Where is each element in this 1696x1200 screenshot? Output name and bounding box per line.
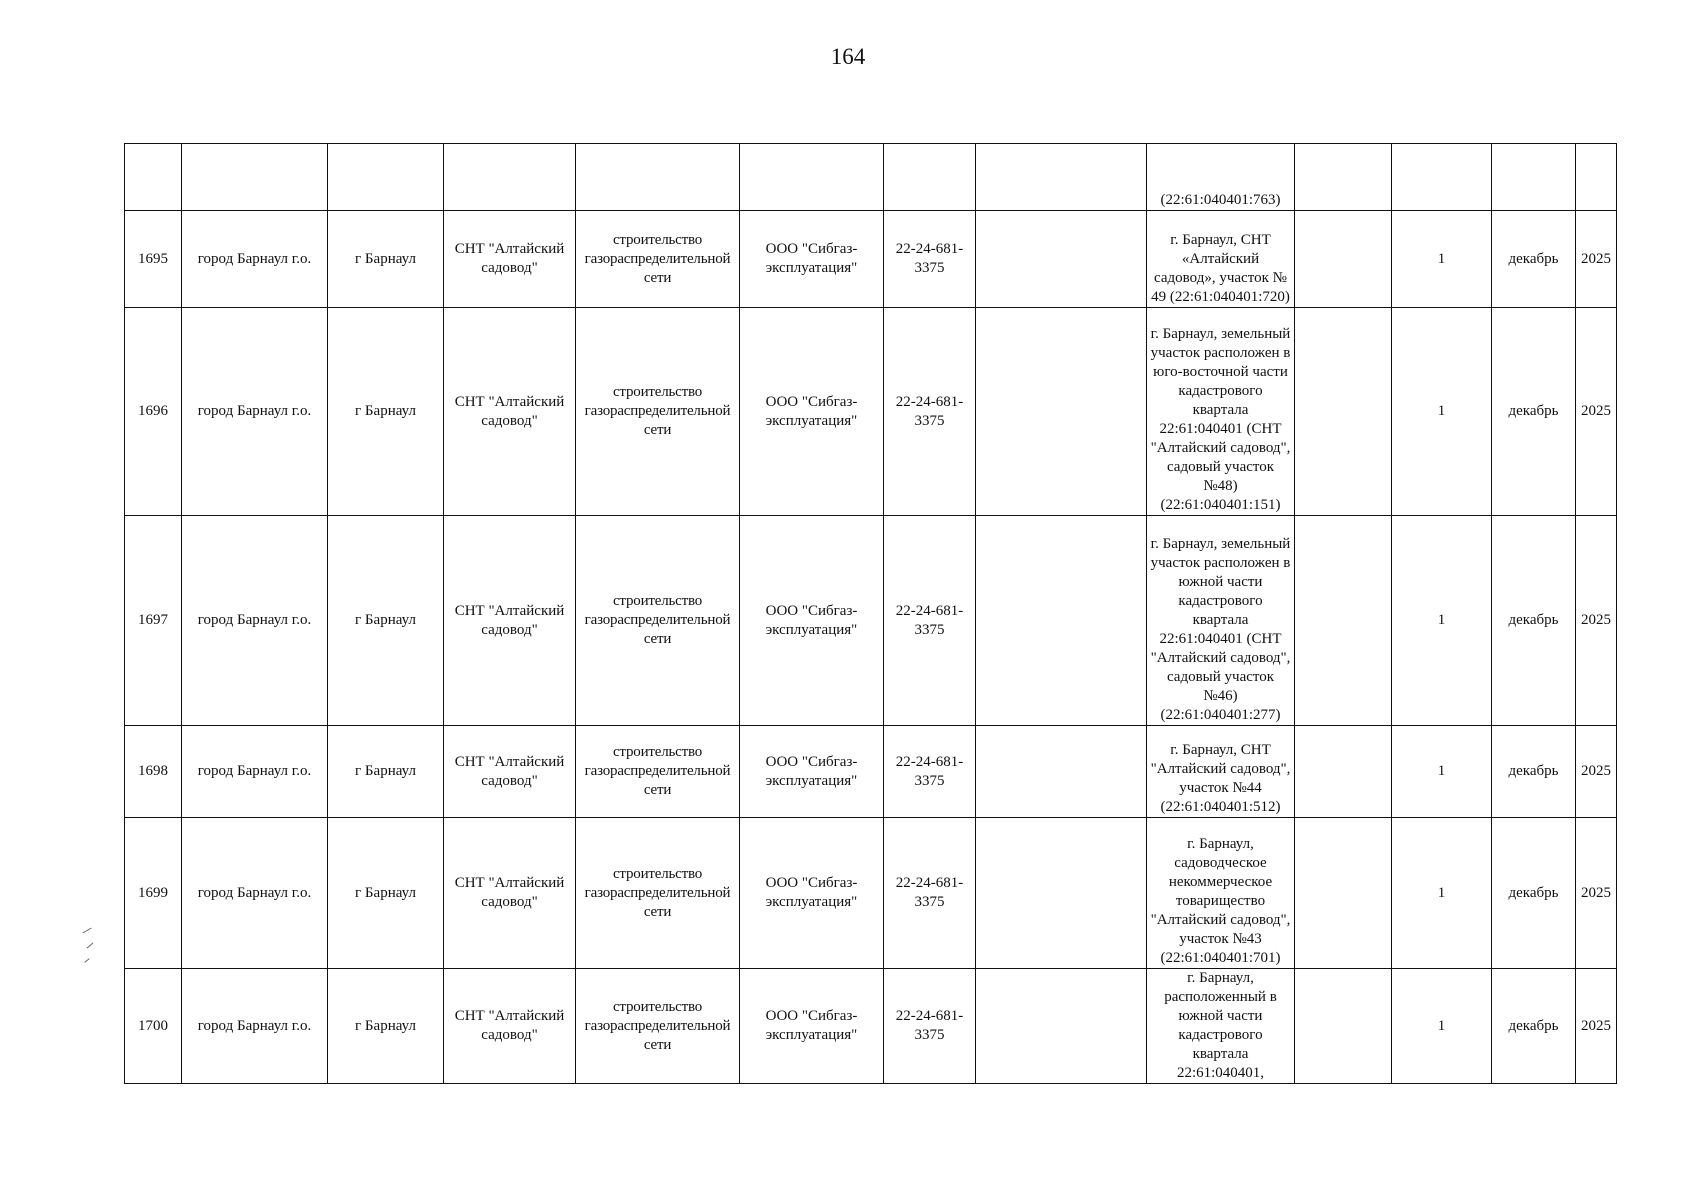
locality-cell xyxy=(328,516,444,726)
purpose-cell xyxy=(576,969,740,1084)
scan-mark xyxy=(82,928,91,934)
municipality-cell xyxy=(182,144,328,211)
year-cell xyxy=(1576,726,1617,818)
row-number-cell xyxy=(125,144,182,211)
row-number-cell xyxy=(125,969,182,1084)
municipality-text: город Барнаул г.о. xyxy=(197,763,312,779)
locality-cell xyxy=(328,144,444,211)
address-text: г. Барнаул, СНТ "Алтайский садовод", участок №44 (22:61:040401:512) xyxy=(1150,742,1291,815)
organization-text: СНТ "Алтайский садовод" xyxy=(454,753,565,789)
month-cell xyxy=(1492,211,1576,308)
month-cell xyxy=(1492,308,1576,516)
row-number-text: 1697 xyxy=(138,612,168,628)
registry-code-text: 22-24-681-3375 xyxy=(895,602,964,638)
municipality-cell xyxy=(182,726,328,818)
table-row xyxy=(125,818,1617,969)
registry-code-cell xyxy=(884,818,976,969)
municipality-cell xyxy=(182,516,328,726)
quantity-text: 1 xyxy=(1437,1017,1446,1034)
locality-text: г Барнаул xyxy=(355,250,416,267)
organization-cell xyxy=(444,726,576,818)
purpose-cell xyxy=(576,144,740,211)
registry-code-text: 22-24-681-3375 xyxy=(895,753,964,789)
registry-code-cell xyxy=(884,144,976,211)
municipality-cell xyxy=(182,308,328,516)
table-row xyxy=(125,144,1617,211)
registry-code-text: 22-24-681-3375 xyxy=(895,241,964,276)
year-text: 2025 xyxy=(1581,612,1611,628)
organization-text: СНТ "Алтайский садовод" xyxy=(454,393,565,429)
organization-text: СНТ "Алтайский садовод" xyxy=(454,602,565,638)
purpose-cell xyxy=(576,726,740,818)
organization-text: СНТ "Алтайский садовод" xyxy=(454,1008,565,1043)
address-cell xyxy=(1147,969,1295,1084)
locality-text: г Барнаул xyxy=(355,403,416,419)
municipality-cell xyxy=(182,969,328,1084)
purpose-text: строительство газораспределительной сети xyxy=(584,865,731,920)
quantity-cell xyxy=(1392,818,1492,969)
municipality-text: город Барнаул г.о. xyxy=(197,884,312,901)
row-number-text: 1696 xyxy=(138,403,168,419)
empty-cell xyxy=(976,308,1147,516)
year-cell xyxy=(1576,969,1617,1084)
quantity-text: 1 xyxy=(1437,763,1446,779)
scan-mark xyxy=(84,958,89,963)
purpose-text: строительство газораспределительной сети xyxy=(584,593,731,647)
address-text: г. Барнаул, СНТ «Алтайский садовод», участок № 49 (22:61:040401:720) xyxy=(1151,232,1290,305)
year-text: 2025 xyxy=(1581,763,1611,779)
extra-empty-cell xyxy=(1295,726,1392,818)
month-text: декабрь xyxy=(1508,884,1559,901)
registry-code-text: 22-24-681-3375 xyxy=(895,875,964,910)
address-text: г. Барнаул, расположенный в южной части кадастрового квартала 22:61:040401, xyxy=(1164,970,1277,1081)
purpose-cell xyxy=(576,516,740,726)
address-cell xyxy=(1147,144,1295,211)
municipality-text: город Барнаул г.о. xyxy=(197,1017,312,1034)
quantity-text: 1 xyxy=(1437,612,1446,628)
address-cell xyxy=(1147,308,1295,516)
address-cell xyxy=(1147,516,1295,726)
table-row xyxy=(125,211,1617,308)
extra-empty-cell xyxy=(1295,144,1392,211)
table-row xyxy=(125,516,1617,726)
registry-table xyxy=(124,143,1617,1084)
row-number-cell xyxy=(125,211,182,308)
address-text: (22:61:040401:763) xyxy=(1160,192,1281,208)
month-cell xyxy=(1492,726,1576,818)
purpose-text: строительство газораспределительной сети xyxy=(584,231,731,286)
purpose-cell xyxy=(576,211,740,308)
year-cell xyxy=(1576,308,1617,516)
locality-cell xyxy=(328,818,444,969)
locality-cell xyxy=(328,211,444,308)
contractor-cell xyxy=(740,969,884,1084)
registry-code-cell xyxy=(884,726,976,818)
municipality-text: город Барнаул г.о. xyxy=(197,403,312,419)
empty-cell xyxy=(976,818,1147,969)
contractor-text: ООО "Сибгаз-эксплуатация" xyxy=(765,602,858,638)
locality-text: г Барнаул xyxy=(355,612,416,628)
empty-cell xyxy=(976,969,1147,1084)
purpose-cell xyxy=(576,308,740,516)
address-cell xyxy=(1147,726,1295,818)
contractor-cell xyxy=(740,211,884,308)
organization-text: СНТ "Алтайский садовод" xyxy=(454,875,565,910)
locality-cell xyxy=(328,969,444,1084)
row-number-cell xyxy=(125,726,182,818)
address-text: г. Барнаул, садоводческое некоммерческое товарищество "Алтайский садовод", участок №43 (22:61:040401:701) xyxy=(1150,836,1291,966)
extra-empty-cell xyxy=(1295,818,1392,969)
municipality-cell xyxy=(182,818,328,969)
row-number-text: 1699 xyxy=(138,884,168,901)
extra-empty-cell xyxy=(1295,211,1392,308)
month-text: декабрь xyxy=(1508,250,1559,267)
locality-cell xyxy=(328,308,444,516)
row-number-text: 1700 xyxy=(138,1017,168,1034)
organization-cell xyxy=(444,516,576,726)
month-text: декабрь xyxy=(1508,763,1559,779)
year-cell xyxy=(1576,211,1617,308)
empty-cell xyxy=(976,144,1147,211)
quantity-cell xyxy=(1392,726,1492,818)
extra-empty-cell xyxy=(1295,516,1392,726)
year-cell xyxy=(1576,516,1617,726)
locality-text: г Барнаул xyxy=(355,1017,416,1034)
row-number-cell xyxy=(125,516,182,726)
contractor-text: ООО "Сибгаз-эксплуатация" xyxy=(765,875,858,910)
organization-cell xyxy=(444,818,576,969)
locality-cell xyxy=(328,726,444,818)
quantity-cell xyxy=(1392,211,1492,308)
municipality-text: город Барнаул г.о. xyxy=(197,250,312,267)
row-number-cell xyxy=(125,308,182,516)
quantity-cell xyxy=(1392,516,1492,726)
address-cell xyxy=(1147,211,1295,308)
address-text: г. Барнаул, земельный участок расположен в юго-восточной части кадастрового квартала 22:61:040401 (СНТ "Алтайский садовод", садовый участок №48) (22:61:040401:151) xyxy=(1150,326,1291,513)
purpose-text: строительство газораспределительной сети xyxy=(584,998,731,1053)
extra-empty-cell xyxy=(1295,969,1392,1084)
row-number-text: 1698 xyxy=(138,763,168,779)
contractor-text: ООО "Сибгаз-эксплуатация" xyxy=(765,241,858,276)
registry-code-text: 22-24-681-3375 xyxy=(895,1008,964,1043)
contractor-text: ООО "Сибгаз-эксплуатация" xyxy=(765,393,858,429)
municipality-text: город Барнаул г.о. xyxy=(197,612,312,628)
registry-code-cell xyxy=(884,211,976,308)
contractor-cell xyxy=(740,818,884,969)
extra-empty-cell xyxy=(1295,308,1392,516)
registry-code-cell xyxy=(884,969,976,1084)
organization-cell xyxy=(444,211,576,308)
quantity-text: 1 xyxy=(1437,403,1446,419)
quantity-cell xyxy=(1392,308,1492,516)
contractor-cell xyxy=(740,308,884,516)
contractor-text: ООО "Сибгаз-эксплуатация" xyxy=(765,753,858,789)
organization-text: СНТ "Алтайский садовод" xyxy=(454,241,565,276)
month-cell xyxy=(1492,969,1576,1084)
municipality-cell xyxy=(182,211,328,308)
row-number-text: 1695 xyxy=(138,250,168,267)
registry-code-text: 22-24-681-3375 xyxy=(895,393,964,429)
organization-cell xyxy=(444,144,576,211)
empty-cell xyxy=(976,516,1147,726)
table-row xyxy=(125,308,1617,516)
registry-code-cell xyxy=(884,516,976,726)
locality-text: г Барнаул xyxy=(355,763,416,779)
registry-table-body xyxy=(125,144,1617,1084)
table-row xyxy=(125,726,1617,818)
year-text: 2025 xyxy=(1581,250,1611,267)
scan-mark xyxy=(87,943,94,949)
year-text: 2025 xyxy=(1581,403,1611,419)
empty-cell xyxy=(976,211,1147,308)
year-text: 2025 xyxy=(1581,1017,1611,1034)
empty-cell xyxy=(976,726,1147,818)
month-text: декабрь xyxy=(1508,612,1559,628)
contractor-cell xyxy=(740,516,884,726)
address-text: г. Барнаул, земельный участок расположен в южной части кадастрового квартала 22:61:040401 (СНТ "Алтайский садовод", садовый участок №46) (22:61:040401:277) xyxy=(1150,536,1291,723)
registry-code-cell xyxy=(884,308,976,516)
month-text: декабрь xyxy=(1508,403,1559,419)
month-cell xyxy=(1492,516,1576,726)
locality-text: г Барнаул xyxy=(355,884,416,901)
month-cell xyxy=(1492,818,1576,969)
organization-cell xyxy=(444,308,576,516)
purpose-text: строительство газораспределительной сети xyxy=(584,384,731,438)
contractor-cell xyxy=(740,726,884,818)
row-number-cell xyxy=(125,818,182,969)
contractor-text: ООО "Сибгаз-эксплуатация" xyxy=(765,1008,858,1043)
purpose-cell xyxy=(576,818,740,969)
quantity-text: 1 xyxy=(1437,884,1446,901)
month-text: декабрь xyxy=(1508,1017,1559,1034)
quantity-cell xyxy=(1392,144,1492,211)
organization-cell xyxy=(444,969,576,1084)
contractor-cell xyxy=(740,144,884,211)
year-text: 2025 xyxy=(1581,884,1611,901)
year-cell xyxy=(1576,818,1617,969)
year-cell xyxy=(1576,144,1617,211)
quantity-cell xyxy=(1392,969,1492,1084)
table-row xyxy=(125,969,1617,1084)
quantity-text: 1 xyxy=(1437,250,1446,267)
page-number: 164 xyxy=(830,44,866,69)
address-cell xyxy=(1147,818,1295,969)
purpose-text: строительство газораспределительной сети xyxy=(584,744,731,798)
month-cell xyxy=(1492,144,1576,211)
